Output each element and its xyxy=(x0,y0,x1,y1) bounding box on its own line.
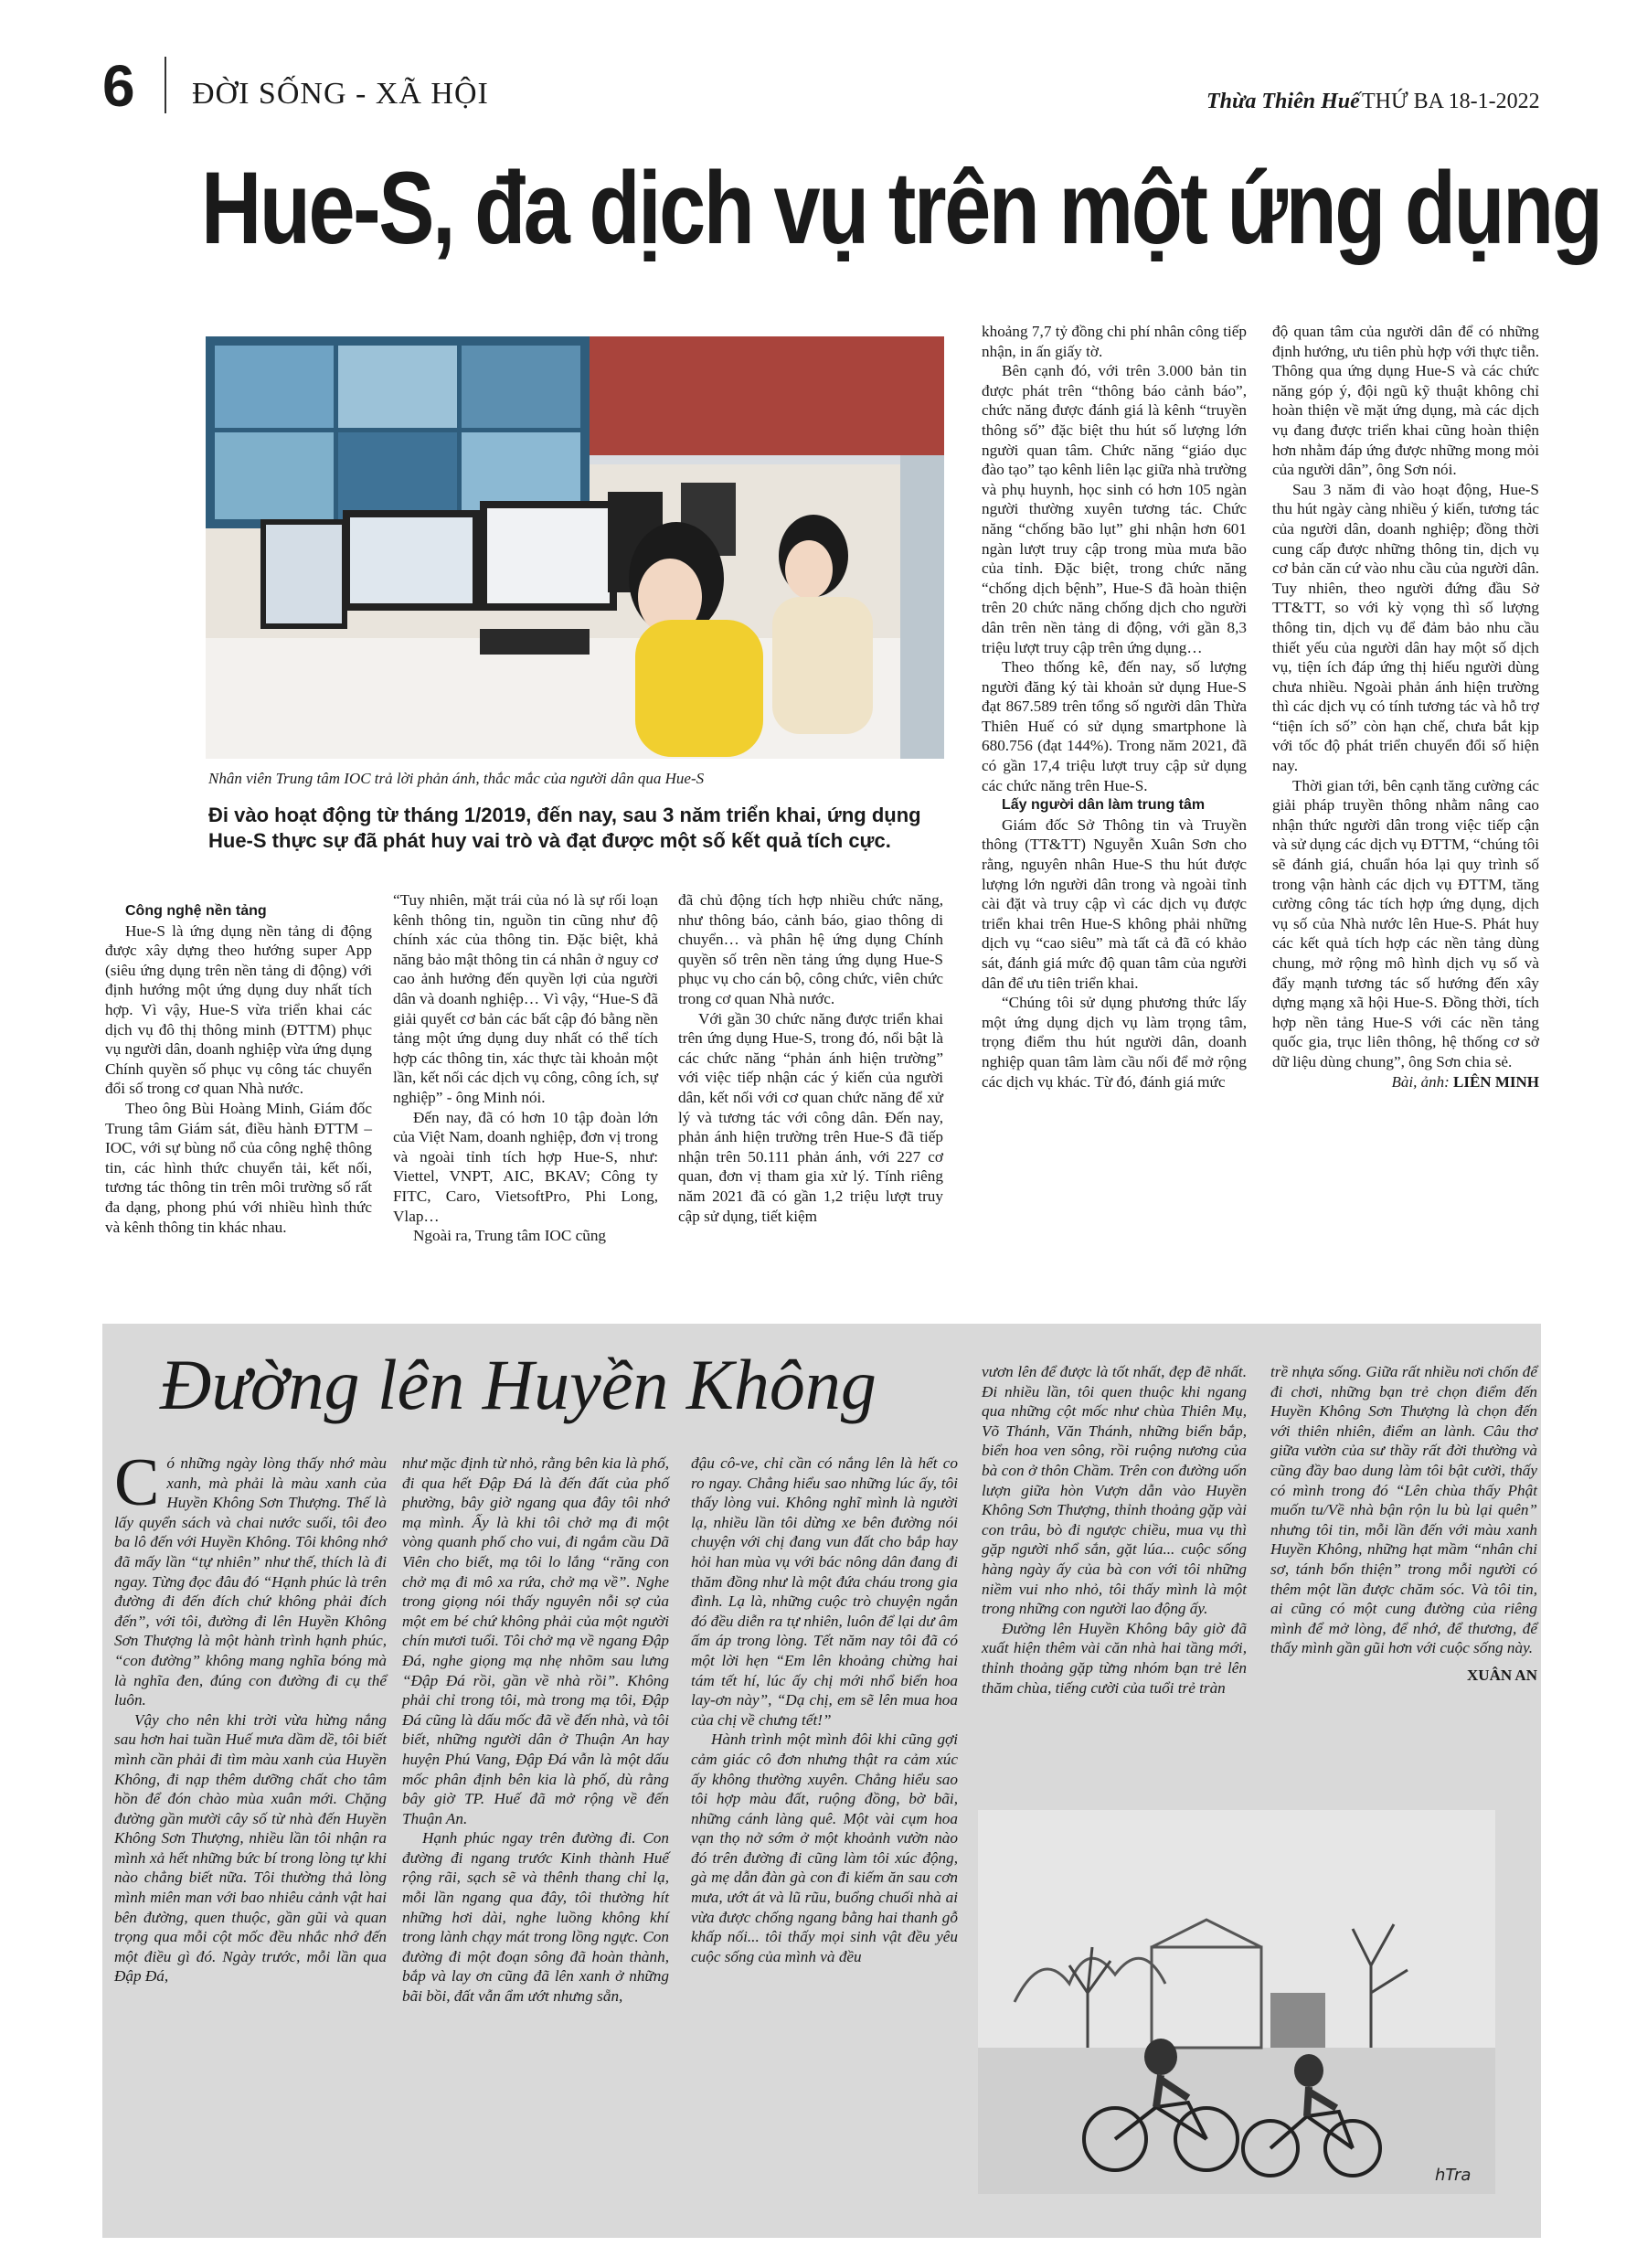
subheading: Công nghệ nền tảng xyxy=(125,903,267,919)
paragraph: Theo ông Bùi Hoàng Minh, Giám đốc Trung tâm Giám sát, điều hành ĐTTM – IOC, với sự bùng nổ của công nghệ thông tin, các hình thức chuyển tải, kết nối, tương tác thông tin trên môi trường số rất đa dạng, phong phú với nhiều hình thức và kênh thông tin khác nhau. xyxy=(105,1099,372,1236)
photo-caption: Nhân viên Trung tâm IOC trả lời phản ánh, thắc mắc của người dân qua Hue-S xyxy=(208,770,705,787)
essay-column-5 xyxy=(1270,1362,1537,1686)
paragraph: đã chủ động tích hợp nhiều chức năng, như thông báo, cảnh báo, giao thông di chuyển… và phân hệ ứng dụng Chính quyền số trên nền tảng ứng dụng Hue-S phục vụ cho cán bộ, công chức, viên chức trong cơ quan Nhà nước. xyxy=(678,891,943,1007)
publication-name: Thừa Thiên Huế xyxy=(1206,90,1360,113)
paragraph: khoảng 7,7 tỷ đồng chi phí nhân công tiếp nhận, in ấn giấy tờ. xyxy=(982,323,1247,360)
paragraph: độ quan tâm của người dân để có những định hướng, ưu tiên phù hợp với thực tiễn. Thông qua ứng dụng Hue-S và các chức năng góp ý, đội ngũ kỹ thuật không chỉ hoàn thiện về mặt ứng dụng, mà các dịch vụ đang được triển khai cũng hoàn thiện hơn nhằm đáp ứng được những mong mỏi của người dân”, ông Sơn nói. xyxy=(1272,323,1539,479)
paragraph: Thời gian tới, bên cạnh tăng cường các giải pháp truyền thông nhằm nâng cao nhận thức người dân trong việc tiếp cận và sử dụng các dịch vụ ĐTTM, “chúng tôi sẽ đánh giá, chuẩn hóa lại quy trình số trong vận hành các dịch vụ ĐTTM, tăng cường công tác tích hợp ứng dụng, dịch vụ số của Nhà nước lên Hue-S. Phát huy các kết quả tích hợp các nền tảng dùng chung, mở rộng mô hình dịch vụ số và đẩy mạnh tương tác số hướng đến xây dựng mạng xã hội Hue-S. Đồng thời, tích hợp nền tảng Hue-S với các nền tảng quốc gia, trục liên thông, hệ thống cơ sở dữ liệu dùng chung”, ông Sơn chia sẻ. xyxy=(1272,776,1539,1070)
byline-author: LIÊN MINH xyxy=(1453,1072,1539,1091)
drawing-signature: hTra xyxy=(1435,2166,1472,2185)
article-column-1 xyxy=(105,901,372,1237)
paragraph: đậu cô-ve, chỉ cần có nắng lên là hết co ro ngay. Chẳng hiểu sao những lúc ấy, tôi thấy lòng vui. Không nghĩ mình là người lạ, nhiều lần tôi dừng xe bên đường nói chuyện với chị đang vun đất cho bắp hay hỏi han mùa vụ với bác nông dân đang đi thăm đồng như là một đứa cháu trong gia đình. Lạ là, những cuộc trò chuyện ngắn đó đều diễn ra tự nhiên, luôn để lại dư âm ấm áp trong lòng. Tết năm nay tôi đã có một lời hẹn “Em lên khoảng chừng hai tám tết hí, lúc ấy chị mới nhổ biển hoa lay-ơn này”, “Dạ chị, em sẽ lên mua hoa của chị về chưng tết!” xyxy=(691,1454,958,1729)
essay-column-2 xyxy=(402,1453,669,2007)
paragraph: Hue-S là ứng dụng nền tảng di động được xây dựng theo hướng super App (siêu ứng dụng trên nền tảng di động) với định hướng một ứng dụng duy nhất tích hợp. Vì vậy, Hue-S vừa triển khai các dịch vụ đô thị thông minh (ĐTTM) phục vụ người dân, doanh nghiệp vừa ứng dụng Chính quyền số phục vụ công tác chuyển đổi số trong cơ quan Nhà nước. xyxy=(105,921,372,1098)
byline xyxy=(1272,1072,1539,1092)
paragraph-text: ó những ngày lòng thấy nhớ màu xanh, mà phải là màu xanh của Huyền Không Sơn Thượng. Thế là lấy quyển sách và chai nước suối, tôi đeo ba lô đến với Huyền Không. Tôi không nhớ đã mấy lần “tự nhiên” như thế, thích là đi ngay. Từng đọc đâu đó “Hạnh phúc là trên đường đi đến đích chứ không phải đích đến”, với tôi, đường đi lên Huyền Không Sơn Thượng là một hành trình hạnh phúc, “con đường” không mang nghĩa bóng mà là nghĩa đen, đúng con đường đi cụ thể luôn. xyxy=(114,1454,387,1709)
page-number: 6 xyxy=(102,53,135,119)
paragraph xyxy=(114,1445,387,1710)
article-column-2 xyxy=(393,890,658,1246)
paragraph: Sau 3 năm đi vào hoạt động, Hue-S thu hút ngày càng nhiều ý kiến, tương tác của người dân, doanh nghiệp; đồng thời cung cấp được những thông tin, dịch vụ cơ bản căn cứ vào nhu cầu của người dân. Tuy nhiên, theo người đứng đầu Sở TT&TT, so với kỳ vọng thì số lượng thông tin, dịch vụ để đảm bảo nhu cầu thiết yếu của người dân hay một số dịch vụ, tiện ích đáp ứng thị hiếu người dùng chưa nhiều. Ngoài phản ánh hiện trường thì các dịch vụ có tính tương tác và hỗ trợ “tiện ích số” còn hạn chế, chưa bắt kịp với tốc độ phát triển chuyển đổi số hiện nay. xyxy=(1272,480,1539,775)
cyclists-drawing xyxy=(978,1810,1495,2194)
paragraph: Theo thống kê, đến nay, số lượng người đăng ký tài khoản sử dụng Hue-S đạt 867.589 trên tổng số người dân Thừa Thiên Huế có sử dụng smartphone là 680.756 (đạt 144%). Trong năm 2021, đã có gần 17,4 triệu lượt truy cập sử dụng các chức năng trên Hue-S. xyxy=(982,658,1247,794)
ioc-center-photo xyxy=(206,336,944,759)
essay-column-4 xyxy=(982,1362,1247,1698)
section-title: ĐỜI SỐNG - XÃ HỘI xyxy=(192,77,489,111)
issue-date: THỨ BA 18-1-2022 xyxy=(1362,90,1540,113)
paragraph: Ngoài ra, Trung tâm IOC cũng xyxy=(413,1227,607,1245)
paragraph: Với gần 30 chức năng được triển khai trên ứng dụng Hue-S, trong đó, nổi bật là các chức năng “phản ánh hiện trường” với việc tiếp nhận các ý kiến của người dân, kết nối với cơ quan chức năng để xử lý và tương tác với công dân. Đến nay, phản ánh hiện trường trên Hue-S đã tiếp nhận trên 50.111 phản ánh, với 227 cơ quan, đơn vị tham gia xử lý. Tính riêng năm 2021 đã có gần 1,2 triệu lượt truy cập sử dụng, tiết kiệm xyxy=(678,1009,943,1225)
essay-column-1 xyxy=(114,1445,387,1986)
paragraph: trề nhựa sống. Giữa rất nhiều nơi chốn để đi chơi, những bạn trẻ chọn điểm đến Huyền Không Sơn Thượng là chọn đến với thiên nhiên, điểm an lành. Câu thơ giữa vườn của sư thầy rất đời thường và cũng đầy bao dung làm tôi bật cười, thấy có mình trong đó “Lên chùa thấy Phật muốn tu/Về nhà bận rộn lu bù lại quên” nhưng tôi tin, mỗi lần đến với màu xanh Huyền Không, những hạt mầm “nhân chi sơ, tánh bổn thiện” trong mỗi người có thêm một lần được chăm sóc. Và tôi tin, ai cũng có một cung đường của riêng mình để mở lòng, để nhớ, để thương, để thấy mình gần gũi hơn với cuộc sống này. xyxy=(1270,1363,1537,1657)
paragraph: Giám đốc Sở Thông tin và Truyền thông (TT&TT) Nguyễn Xuân Sơn cho rằng, nguyên nhân Hue-S thu hút được lượng lớn người dân trong và ngoài tỉnh cài đặt và truy cập vì các dịch vụ được triển khai trên Hue-S không phải những dịch vụ “cao siêu” mà tất cả đã có khảo sát, đánh giá mức độ quan tâm của người dân để ưu tiên triển khai. xyxy=(982,815,1247,992)
subheading: Lấy người dân làm trung tâm xyxy=(1002,797,1206,814)
paragraph: như mặc định từ nhỏ, rằng bên kia là phố, đi qua hết Đập Đá là đến đất của phố phường, bây giờ ngang qua đây tôi nhớ mạ mình. Ấy là khi tôi chở mạ đi một vòng quanh phố cho vui, đi ngắm cầu Dã Viên cho biết, mạ tôi lo lắng “răng con chở mạ đi mô xa rứa, chở mạ về”. Nghe trong giọng nói thấy nguyên nỗi sợ của một em bé chứ không phải của một người chín mươi tuổi. Tôi chở mạ về ngang Đập Đá, nghe giọng mạ nhẹ nhõm sau lưng “Đập Đá rồi, gần về nhà rồi”. Không phải chỉ trong tôi, mà trong mạ tôi, Đập Đá cũng là dấu mốc đã về đến nhà, và tôi biết, những người dân ở Thuận An hay huyện Phú Vang, Đập Đá vẫn là một dấu mốc phân định bên kia là phố, dù rằng bây giờ TP. Huế đã mở rộng về đến Thuận An. xyxy=(402,1454,669,1827)
paragraph: Hạnh phúc ngay trên đường đi. Con đường đi ngang trước Kinh thành Huế rộng rãi, sạch sẽ và thênh thang chỉ lạ, mỗi lần ngang qua đây, tôi thường hít những hơi dài, nghe luồng không khí trong lành chạy mát trong lồng ngực. Con đường đi một đoạn sông đã hoàn thành, bắp và lay ơn cũng đã lên xanh ở những bãi bồi, đất vẫn ẩm ướt nhưng sẵn, xyxy=(402,1829,669,2006)
paragraph: Vậy cho nên khi trời vừa hừng nắng sau hơn hai tuần Huế mưa dầm dề, tôi biết mình cần phải đi tìm màu xanh của Huyền Không, đi nạp thêm dưỡng chất cho tâm hồn để đón chào mùa xuân mới. Chặng đường gần mười cây số từ nhà đến Huyền Không Sơn Thượng, nhiều lần tôi nhận ra mình xả hết những bức bí trong lòng tự khi nào chẳng biết nữa. Tôi thường thả lòng mình miên man với bao nhiêu cảnh vật hai bên đường, quen thuộc, gần gũi và quan trọng qua mỗi cột mốc đều nhắc nhớ đến một điều gì đó. Ngày trước, mỗi lần qua Đập Đá, xyxy=(114,1710,387,1986)
essay-column-3 xyxy=(691,1453,958,1966)
paragraph: vươn lên để được là tốt nhất, đẹp đẽ nhất. Đi nhiều lần, tôi quen thuộc khi ngang qua những cột mốc như chùa Thiên Mụ, Võ Thánh, Văn Thánh, những biển bắp, biển hoa ven sông, rồi ruộng nương của bà con ở thôn Chầm. Trên con đường uốn lượn giữa hòn Vượn dẫn vào Huyền Không Sơn Thượng, thỉnh thoảng gặp vài con trâu, bò đi ngược chiều, mua vụ thì gặp người nhổ sắn, gặt lúa... cuộc sống hàng ngày ấy của bà con với tôi những niềm vui nho nhỏ, tôi thấy mình là một trong những con người lao động ấy. xyxy=(982,1363,1247,1618)
paragraph: Hành trình một mình đôi khi cũng gợi cảm giác cô đơn nhưng thật ra cảm xúc ấy không thường xuyên. Chẳng hiểu sao tôi hợp màu đất, ruộng đồng, bờ bãi, những cánh làng quê. Một vài cụm hoa vạn thọ nở sớm ở một khoảnh vườn nào đó trên đường đi cũng làm tôi xúc động, gà mẹ dẫn đàn gà con đi kiếm ăn sau cơn mưa, ướt át và lũ rũu, buổng chuối nhà ai vừa được chống ngang bằng hai thanh gỗ khấp nối... tôi thấy mọi sinh vật đều yêu cuộc sống của mình và đều xyxy=(691,1730,958,1965)
drop-cap: C xyxy=(114,1445,160,1520)
article-column-3 xyxy=(678,890,943,1226)
article-column-5 xyxy=(1272,322,1539,1091)
header-divider xyxy=(165,57,166,113)
paragraph: Đường lên Huyền Không bây giờ đã xuất hiện thêm vài căn nhà hai tầng mới, thỉnh thoảng gặp từng nhóm bạn trẻ lên thăm chùa, tiếng cười của tuổi trẻ tràn xyxy=(982,1619,1247,1697)
essay-title: Đường lên Huyền Không xyxy=(160,1345,877,1424)
article-headline: Hue-S, đa dịch vụ trên một ứng dụng xyxy=(201,151,1601,265)
paragraph: “Tuy nhiên, mặt trái của nó là sự rối loạn kênh thông tin, nguồn tin cũng như độ chính xác của thông tin. Đặc biệt, khả năng bảo mật thông tin cá nhân ở nguy cơ cao ảnh hưởng đến quyền lợi của người dân và doanh nghiệp… Vì vậy, “Hue-S đã giải quyết cơ bản các bất cập đó bằng nền tảng một ứng dụng duy nhất có thể tích hợp các thông tin, xác thực tài khoản một lần, kết nối các dịch vụ công, công ích, sự nghiệp” - ông Minh nói. xyxy=(393,891,658,1106)
article-column-4 xyxy=(982,322,1247,1091)
paragraph: Đến nay, đã có hơn 10 tập đoàn lớn của Việt Nam, doanh nghiệp, đơn vị trong và ngoài tỉnh tích hợp Hue-S, như: Viettel, VNPT, AIC, BKAV; Công ty FITC, Caro, VietsoftPro, Phi Long, Vlap… xyxy=(393,1108,658,1225)
paragraph: Bên cạnh đó, với trên 3.000 bản tin được phát trên “thông báo cảnh báo”, chức năng được đánh giá là kênh “truyền thông số” đặc biệt thu hút số lượng lớn người quan tâm. Chức năng “giáo dục đào tạo” tạo kênh liên lạc giữa nhà trường và phụ huynh, học sinh có hơn 105 ngàn người thường xuyên tương tác. Chức năng “chống bão lụt” ghi nhận hơn 601 ngàn lượt truy cập trong mùa mưa bão của tỉnh. Đặc biệt, trong chức năng “chống dịch bệnh”, Hue-S đã hoàn thiện trên 20 chức năng chống dịch cho người dân trên nền tảng di động, với gần 8,3 triệu lượt truy cập trên ứng dụng… xyxy=(982,362,1247,656)
byline-label: Bài, ảnh: xyxy=(1391,1072,1450,1091)
article-lead: Đi vào hoạt động từ tháng 1/2019, đến nay, sau 3 năm triển khai, ứng dụng Hue-S thực sự đã phát huy vai trò và đạt được một số kết quả tích cực. xyxy=(208,804,921,852)
paragraph: “Chúng tôi sử dụng phương thức lấy một ứng dụng dịch vụ làm trọng tâm, trọng điểm thu hút người dân, doanh nghiệp quan tâm làm cầu nối để mở rộng các dịch vụ khác. Từ đó, đánh giá mức xyxy=(982,994,1247,1091)
essay-author: XUÂN AN xyxy=(1467,1666,1537,1684)
